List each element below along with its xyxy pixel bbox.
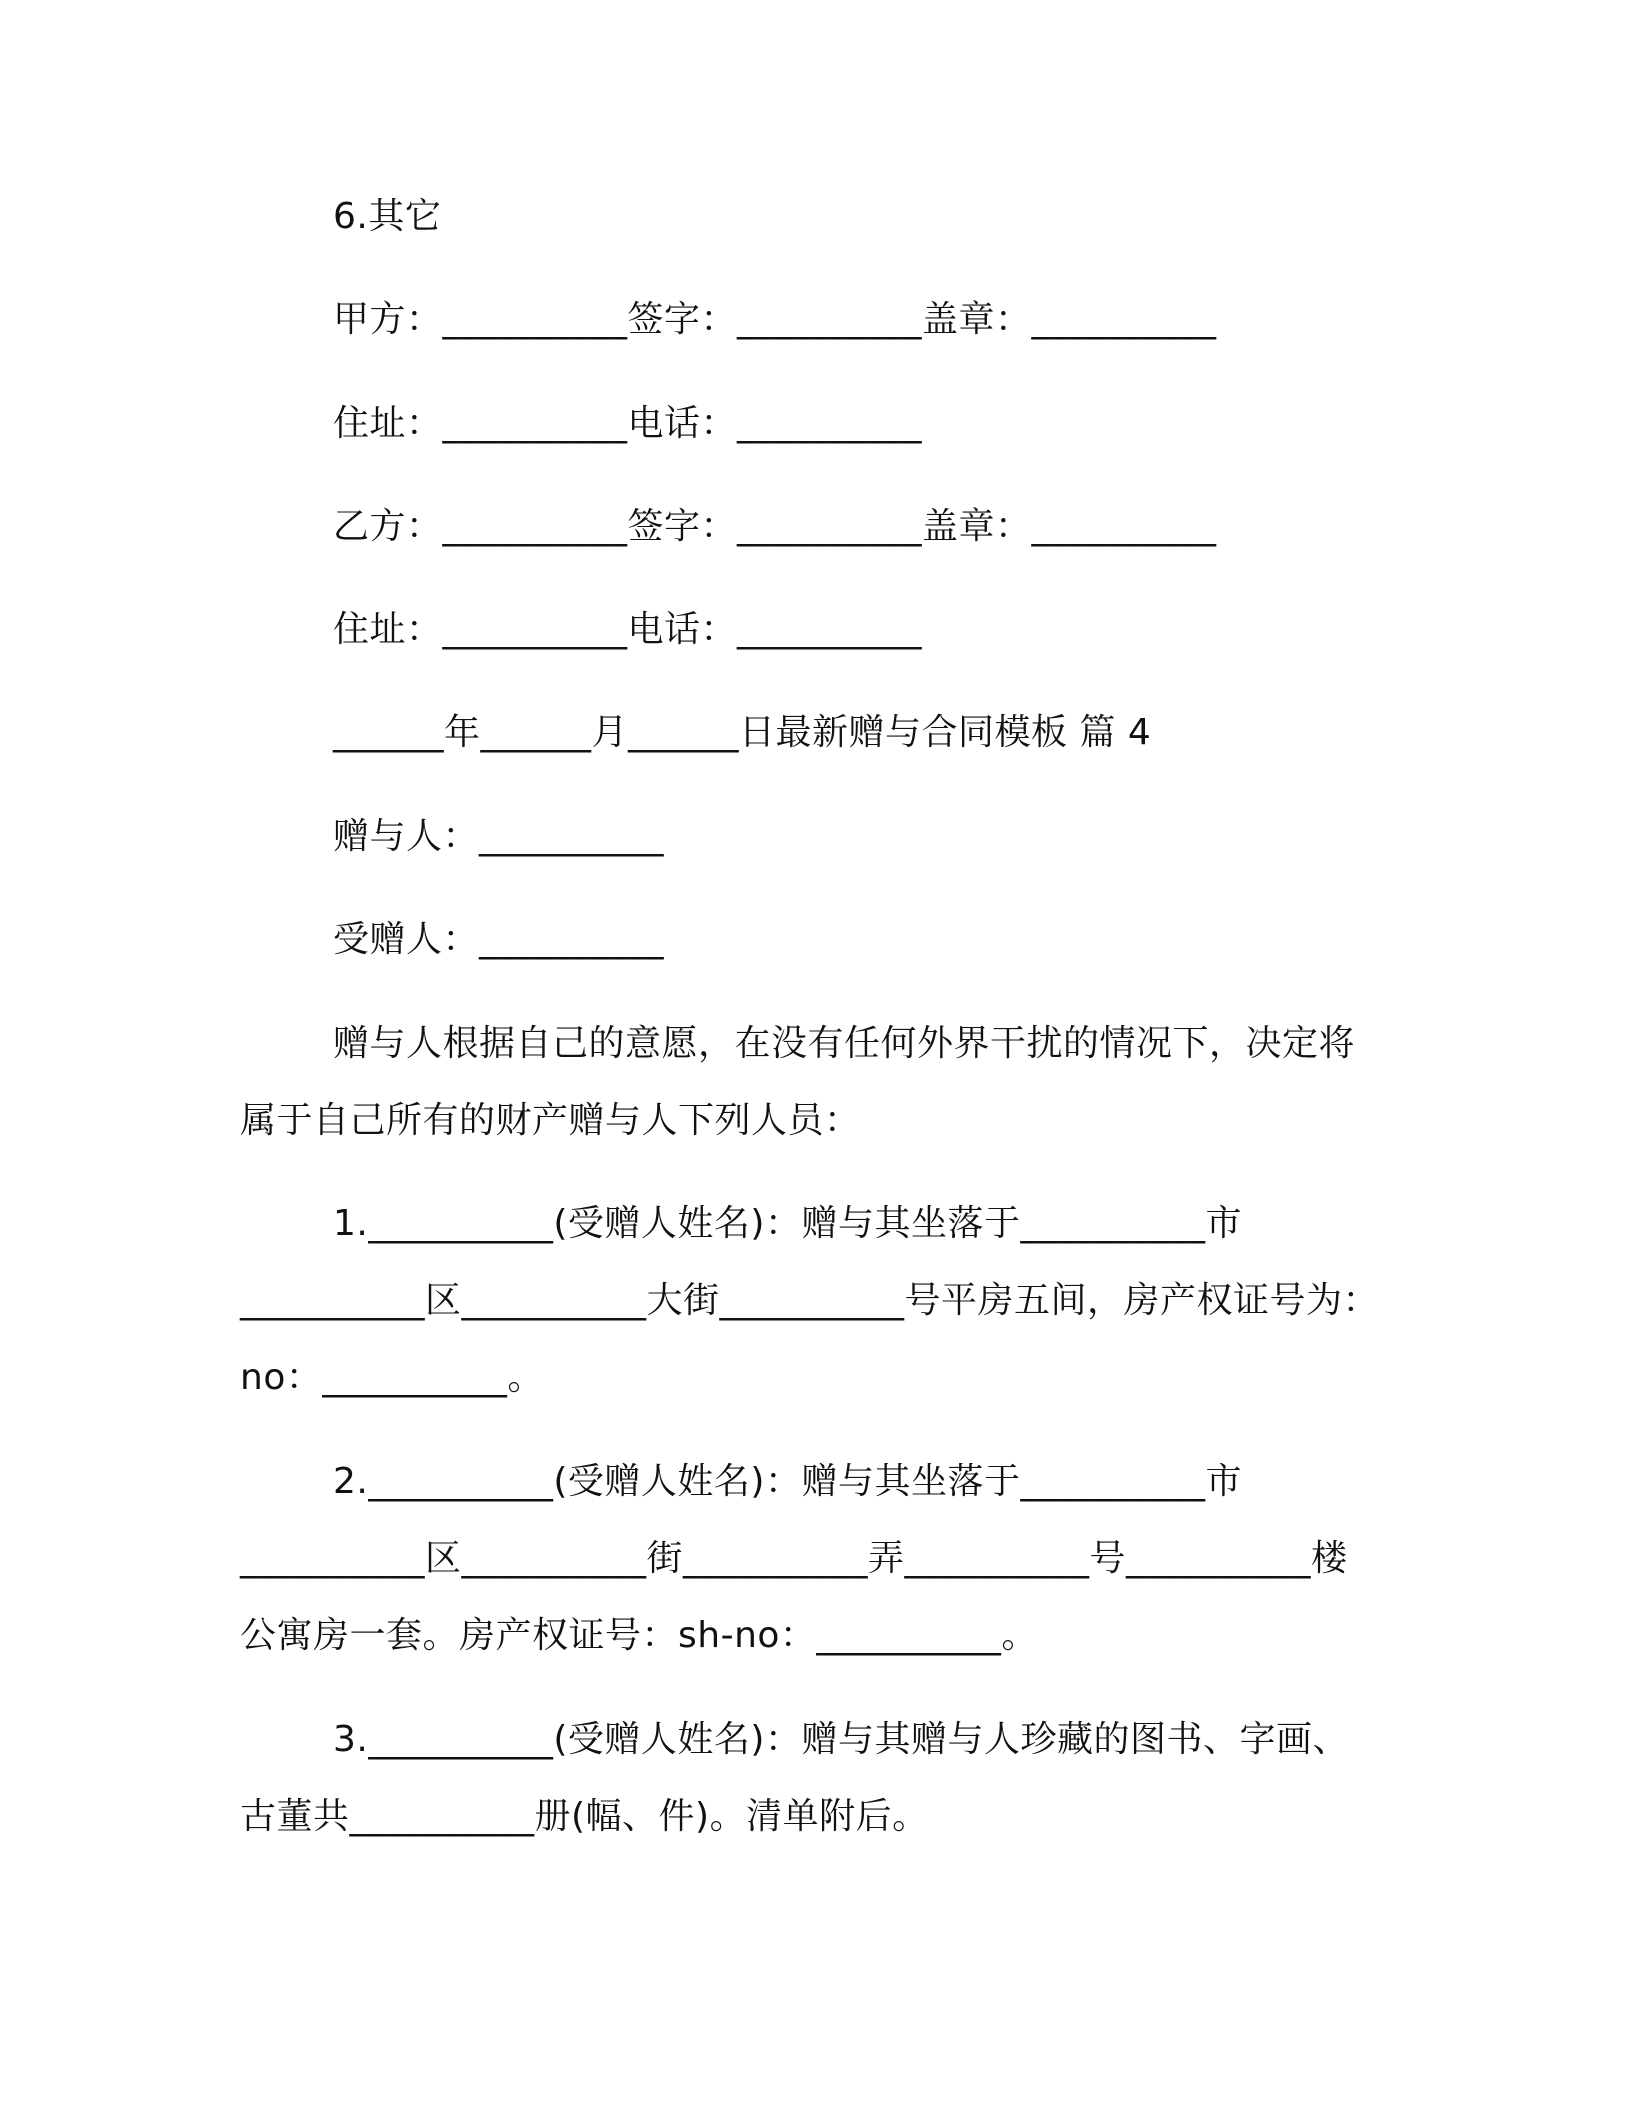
item-2-line-2: __________区__________街__________弄__________号__________楼: [240, 1538, 1348, 1579]
item-1-line-3: no：__________。: [240, 1357, 544, 1398]
donor-line: 赠与人：__________: [333, 816, 665, 857]
party-b-signature-line: 乙方：__________签字：__________盖章：__________: [333, 506, 1217, 547]
intro-paragraph-line-2: 属于自己所有的财产赠与人下列人员：: [240, 1100, 861, 1141]
item-3-line-1: 3.__________(受赠人姓名)：赠与其赠与人珍藏的图书、字画、: [333, 1719, 1349, 1760]
item-3-line-2: 古董共__________册(幅、件)。清单附后。: [240, 1796, 929, 1837]
item-2-line-1: 2.__________(受赠人姓名)：赠与其坐落于__________市: [333, 1461, 1242, 1502]
section-heading-other: 6.其它: [333, 196, 442, 237]
donee-line: 受赠人：__________: [333, 919, 665, 960]
item-2-line-3: 公寓房一套。房产权证号：sh-no：__________。: [240, 1615, 1038, 1656]
intro-paragraph-line-1: 赠与人根据自己的意愿，在没有任何外界干扰的情况下，决定将: [333, 1023, 1356, 1064]
contract-title-line: ______年______月______日最新赠与合同模板 篇 4: [333, 712, 1152, 753]
party-a-signature-line: 甲方：__________签字：__________盖章：__________: [333, 299, 1217, 340]
item-1-line-1: 1.__________(受赠人姓名)：赠与其坐落于__________市: [333, 1203, 1242, 1244]
item-1-line-2: __________区__________大街__________号平房五间，房产权证号为：: [240, 1280, 1380, 1321]
party-b-address-line: 住址：__________电话：__________: [333, 609, 923, 650]
party-a-address-line: 住址：__________电话：__________: [333, 403, 923, 444]
